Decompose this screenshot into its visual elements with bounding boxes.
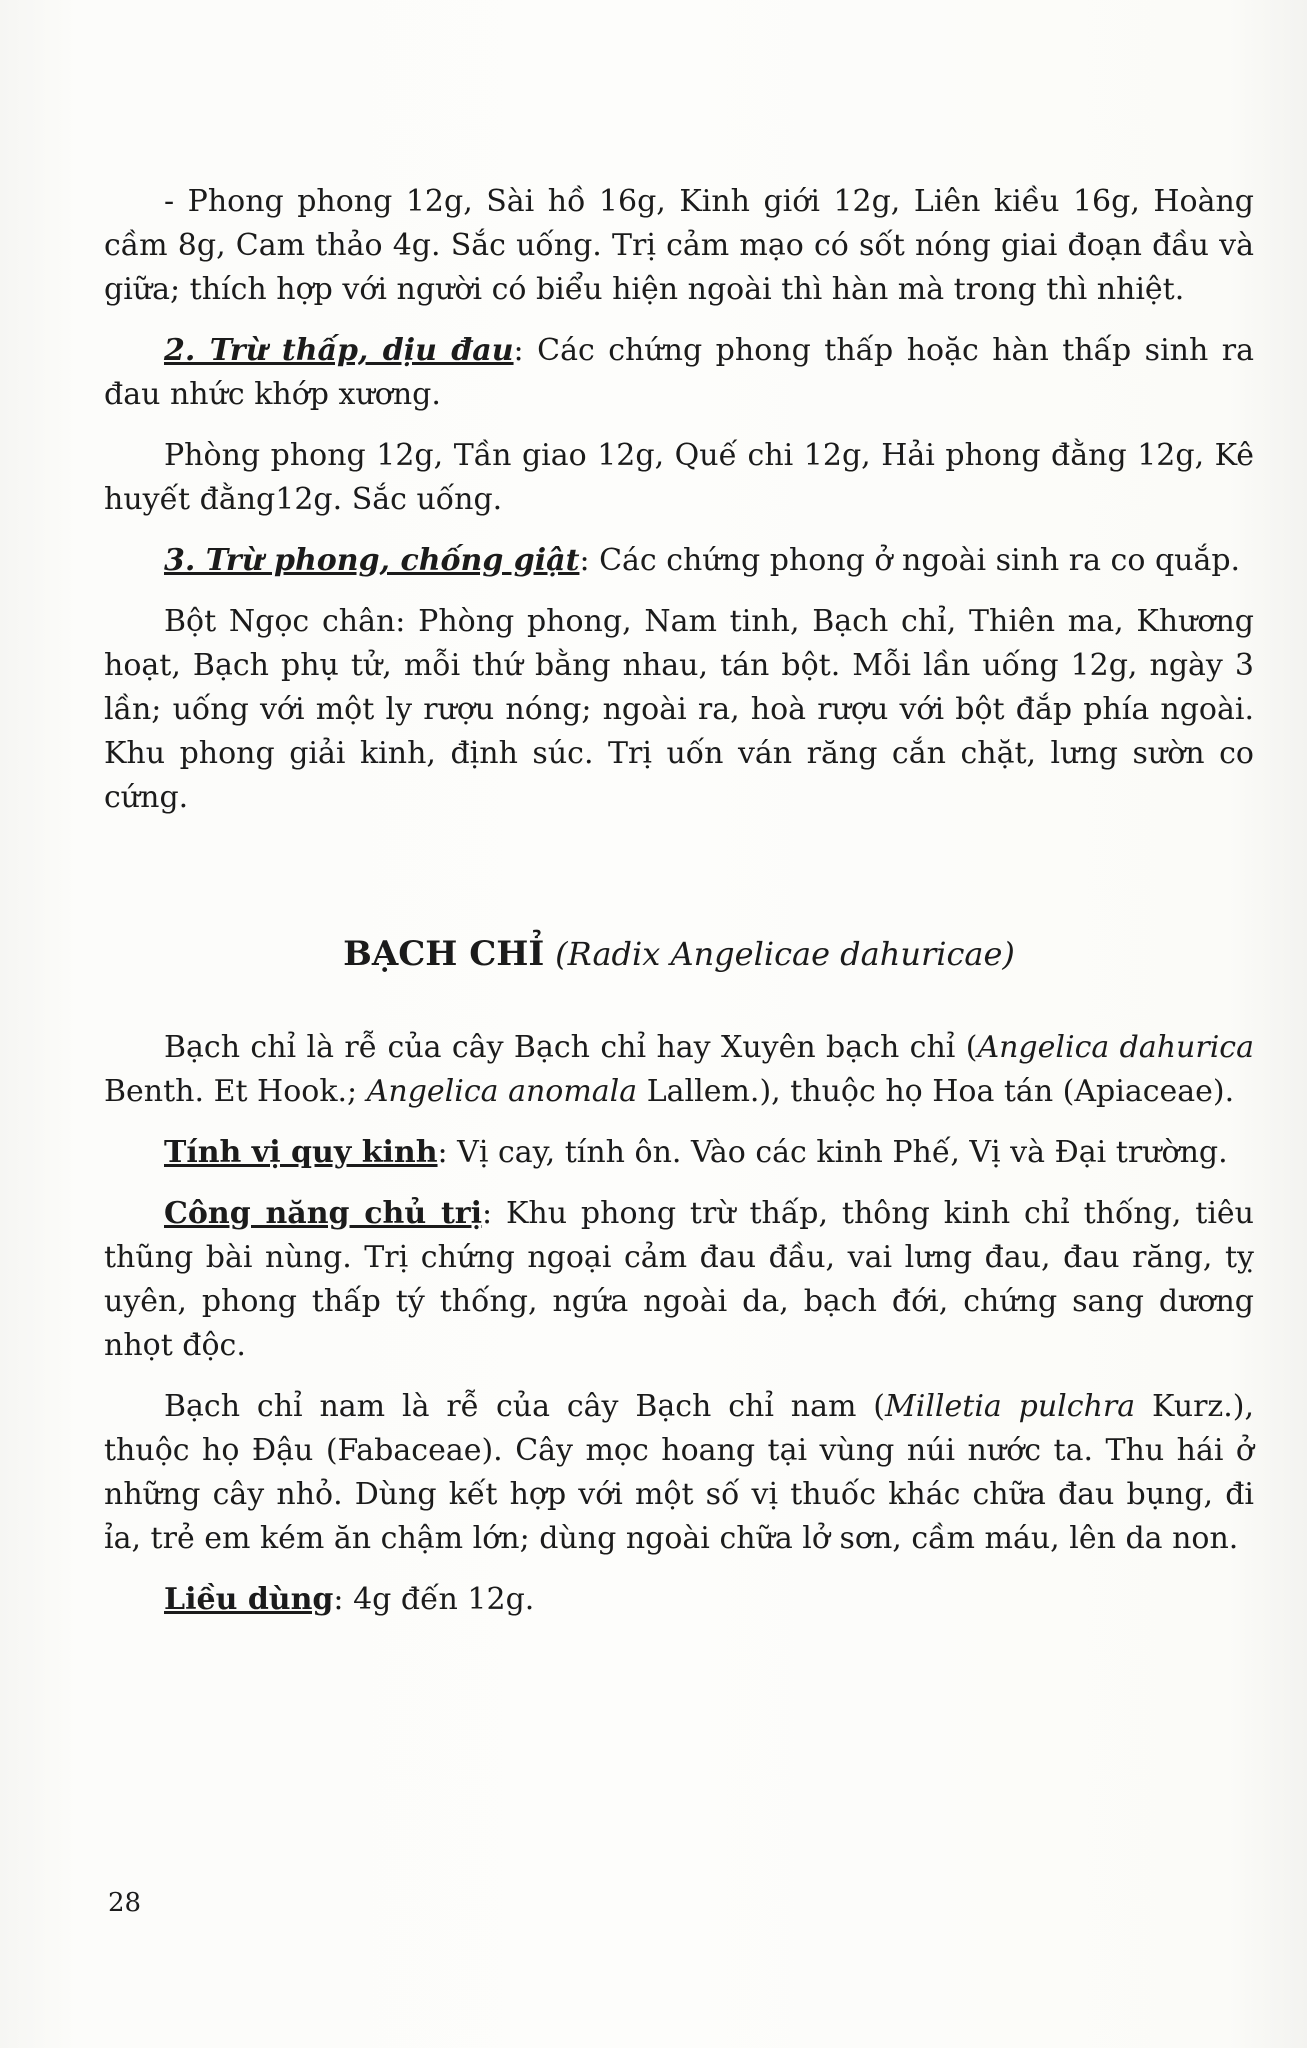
section-2-recipe: Phòng phong 12g, Tần giao 12g, Quế chi 12g, Hải phong đằng 12g, Kê huyết đằng12g. Sắc uống. <box>104 438 1254 517</box>
section-2-title: 2. Trừ thấp, dịu đau <box>164 333 514 368</box>
page-content <box>104 180 1254 1639</box>
section-3-recipe: Bột Ngọc chân: Phòng phong, Nam tinh, Bạch chỉ, Thiên ma, Khương hoạt, Bạch phụ tử, mỗi thứ bằng nhau, tán bột. Mỗi lần uống 12g, ngày 3 lần; uống với một ly rượu nóng; ngoài ra, hoà rượu với bột đắp phía ngoài. Khu phong giải kinh, định súc. Trị uốn ván răng cắn chặt, lưng sườn co cứng. <box>104 604 1254 815</box>
dosage-text: : 4g đến 12g. <box>333 1582 535 1617</box>
dosage <box>104 1578 1254 1622</box>
intro-text-a: Bạch chỉ là rễ của cây Bạch chỉ hay Xuyên bạch chỉ ( <box>164 1030 978 1065</box>
page-number: 28 <box>108 1888 142 1918</box>
property-label: Tính vị quy kinh <box>164 1135 438 1170</box>
function-label: Công năng chủ trị <box>164 1196 483 1231</box>
paragraph-phong-phong-recipe: - Phong phong 12g, Sài hồ 16g, Kinh giới 12g, Liên kiều 16g, Hoàng cầm 8g, Cam thảo 4g. Sắc uống. Trị cảm mạo có sốt nóng giai đoạn đầu và giữa; thích hợp với người có biểu hiện ngoài thì hàn mà trong thì nhiệt. <box>104 184 1254 307</box>
species-milletia-pulchra: Milletia pulchra <box>885 1389 1136 1424</box>
section-2-heading <box>104 329 1254 417</box>
intro-text-b: Benth. Et Hook.; <box>104 1074 367 1109</box>
intro-text-c: Lallem.), thuộc họ Hoa tán (Apiaceae). <box>637 1074 1235 1109</box>
property-text: : Vị cay, tính ôn. Vào các kinh Phế, Vị và Đại trường. <box>437 1135 1228 1170</box>
section-2-text: : Các chứng phong thấp hoặc hàn thấp sinh ra đau nhức khớp xương. <box>104 333 1255 412</box>
section-3-text: : Các chứng phong ở ngoài sinh ra co quắp. <box>579 543 1241 578</box>
bach-chi-nam-paragraph <box>104 1385 1254 1561</box>
species-angelica-dahurica: Angelica dahurica <box>977 1030 1254 1065</box>
herb-functions <box>104 1192 1254 1368</box>
nam-text-a: Bạch chỉ nam là rễ của cây Bạch chỉ nam ( <box>164 1389 886 1424</box>
herb-properties <box>104 1131 1254 1175</box>
function-text: : Khu phong trừ thấp, thông kinh chỉ thống, tiêu thũng bài nùng. Trị chứng ngoại cảm đau đầu, vai lưng đau, đau răng, tỵ uyên, phong thấp tý thống, ngứa ngoài da, bạch đới, chứng sang dương nhọt độc. <box>104 1196 1254 1363</box>
species-angelica-anomala: Angelica anomala <box>366 1074 638 1109</box>
section-3-title: 3. Trừ phong, chống giật <box>164 543 580 578</box>
herb-latin-name: (Radix Angelicae dahuricae) <box>555 935 1015 973</box>
herb-name: BẠCH CHỈ <box>343 934 545 974</box>
herb-heading <box>104 932 1254 976</box>
herb-intro <box>104 1026 1254 1114</box>
nam-text-b: Kurz.), thuộc họ Đậu (Fabaceae). Cây mọc hoang tại vùng núi nước ta. Thu hái ở những cây nhỏ. Dùng kết hợp với một số vị thuốc khác chữa đau bụng, đi ỉa, trẻ em kém ăn chậm lớn; dùng ngoài chữa lở sơn, cầm máu, lên da non. <box>104 1389 1254 1556</box>
section-3-heading <box>104 539 1254 583</box>
dosage-label: Liều dùng <box>164 1582 334 1617</box>
